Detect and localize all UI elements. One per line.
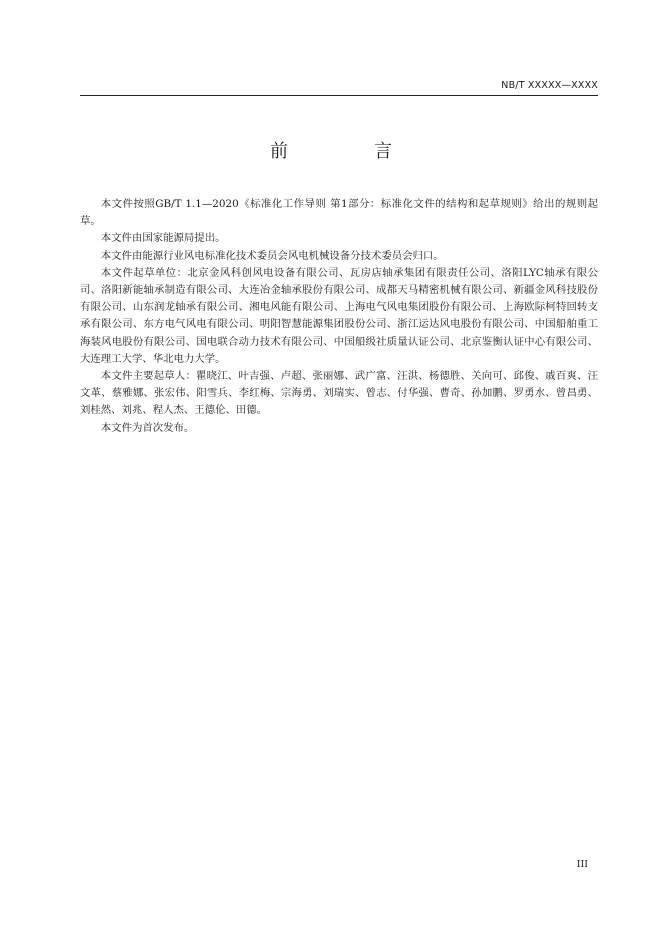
paragraph-proposer: 本文件由国家能源局提出。 [100,232,226,245]
standard-code: NB/T XXXXX—XXXX [501,80,598,91]
page-number: III [576,859,588,870]
header-divider [80,95,598,96]
paragraph-committee: 本文件由能源行业风电标准化技术委员会风电机械设备分技术委员会归口。 [100,249,444,262]
paragraph-drafters: 本文件主要起草人：瞿晓江、叶吉强、卢超、张丽娜、武广富、汪洪、杨德胜、关向可、邱俊、戚百爽、汪文革、蔡雅娜、张宏伟、阳雪兵、李红梅、宗海勇、刘瑞实、曾志、付华强、曹奇、孙加鹏、罗勇水、曾昌勇、刘桂然、刘兆、程人杰、王德伦、田德。 [80,370,598,417]
page-title: 前 言 [270,141,426,162]
paragraph-drafting-units: 本文件起草单位：北京金风科创风电设备有限公司、瓦房店轴承集团有限责任公司、洛阳LYC轴承有限公司、洛阳新能轴承制造有限公司、大连冶金轴承股份有限公司、成都天马精密机械有限公司、新疆金风科技股份有限公司、山东润龙轴承有限公司、湘电风能有限公司、上海电气风电集团股份有限公司、上海欧际柯特回转支承有限公司、东方电气风电有限公司、明阳智慧能源集团股份公司、浙江运达风电股份有限公司、中国船舶重工海装风电股份有限公司、国电联合动力技术有限公司、中国船级社质量认证公司、北京鉴衡认证中心有限公司、大连理工大学、华北电力大学。 [80,266,598,365]
paragraph-drafting-rules: 本文件按照GB/T 1.1—2020《标准化工作导则 第1部分：标准化文件的结构和起草规则》给出的规则起草。 [80,198,598,228]
paragraph-first-release: 本文件为首次发布。 [100,421,195,434]
foreword-body [80,196,598,437]
